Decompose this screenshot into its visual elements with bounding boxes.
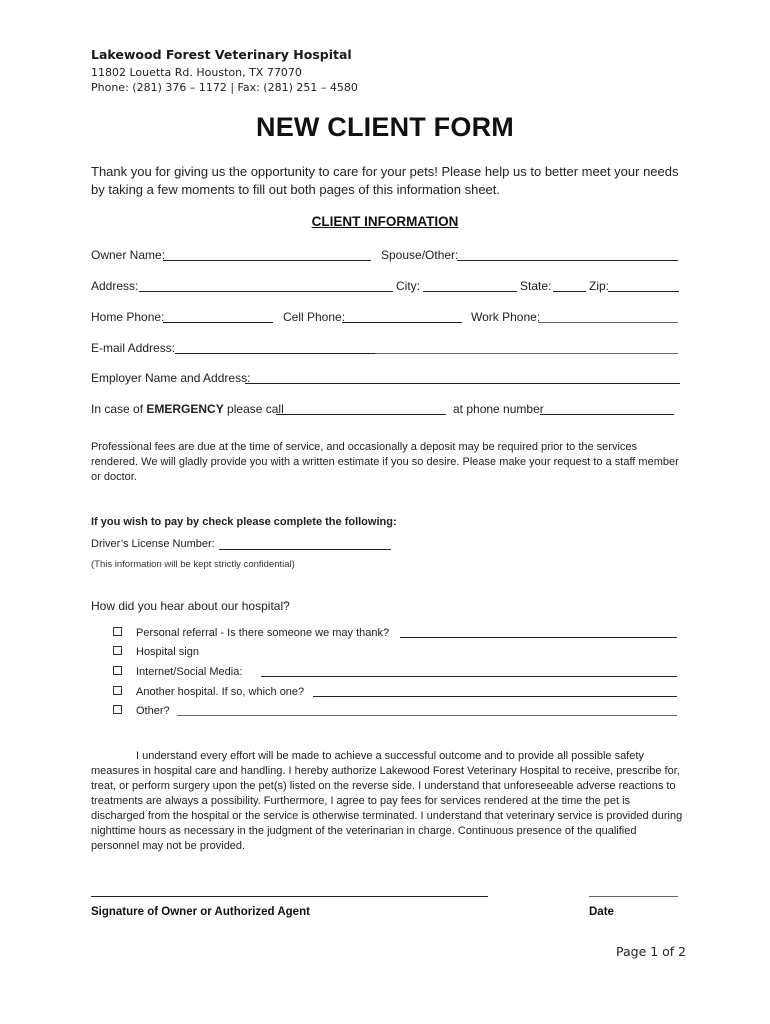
referral-option-hospital: Another hospital. If so, which one? [136, 686, 305, 698]
emergency-phone-field[interactable] [540, 414, 674, 415]
cell-phone-label: Cell Phone: [283, 310, 346, 324]
referral-other-field[interactable] [177, 715, 677, 716]
work-phone-label: Work Phone: [471, 310, 541, 324]
license-label: Driver’s License Number: [91, 538, 215, 550]
home-phone-field[interactable] [163, 322, 273, 323]
hospital-phone-fax: Phone: (281) 376 – 1172 | Fax: (281) 251 – 4580 [91, 81, 358, 94]
spouse-field[interactable] [457, 260, 678, 261]
referral-internet-field[interactable] [261, 676, 677, 677]
date-label: Date [589, 906, 614, 918]
employer-label: Employer Name and Address: [91, 371, 251, 385]
signature-label: Signature of Owner or Authorized Agent [91, 906, 310, 918]
email-field[interactable] [175, 353, 375, 354]
hospital-address: 11802 Louetta Rd. Houston, TX 77070 [91, 66, 302, 79]
referral-option-personal: Personal referral - Is there someone we may thank? [136, 627, 390, 639]
email-label: E-mail Address: [91, 341, 176, 355]
work-phone-field[interactable] [538, 322, 678, 323]
client-info-heading: CLIENT INFORMATION [311, 214, 459, 229]
referral-checkbox-internet[interactable] [113, 666, 122, 675]
referral-option-internet: Internet/Social Media: [136, 666, 243, 678]
owner-name-field[interactable] [163, 260, 371, 261]
employer-field[interactable] [245, 383, 680, 384]
city-field[interactable] [423, 291, 517, 292]
zip-label: Zip: [589, 279, 610, 293]
emergency-contact-field[interactable] [276, 414, 446, 415]
referral-question: How did you hear about our hospital? [91, 599, 290, 613]
referral-hospital-field[interactable] [313, 696, 677, 697]
page-number: Page 1 of 2 [616, 944, 687, 959]
referral-option-sign: Hospital sign [136, 646, 199, 658]
referral-option-other: Other? [136, 705, 170, 717]
fees-paragraph: Professional fees are due at the time of service, and occasionally a deposit may be required prior to the services rendered. We will gladly provide you with a written estimate if you so desire. Please make your request to a staff member or doctor. [91, 441, 679, 483]
city-label: City: [396, 279, 420, 293]
check-heading: If you wish to pay by check please complete the following: [91, 516, 397, 528]
address-label: Address: [91, 279, 139, 293]
home-phone-label: Home Phone: [91, 310, 165, 324]
referral-checkbox-sign[interactable] [113, 646, 122, 655]
signature-field[interactable] [91, 896, 488, 897]
license-field[interactable] [219, 549, 391, 550]
referral-checkbox-personal[interactable] [113, 627, 122, 636]
cell-phone-field[interactable] [342, 322, 462, 323]
referral-checkbox-hospital[interactable] [113, 686, 122, 695]
confidential-note: (This information will be kept strictly confidential) [91, 559, 295, 570]
hospital-name: Lakewood Forest Veterinary Hospital [91, 47, 352, 62]
address-field[interactable] [139, 291, 393, 292]
zip-field[interactable] [608, 291, 679, 292]
owner-name-label: Owner Name: [91, 248, 166, 262]
state-field[interactable] [553, 291, 586, 292]
referral-checkbox-other[interactable] [113, 705, 122, 714]
state-label: State: [520, 279, 552, 293]
referral-personal-field[interactable] [400, 637, 677, 638]
email-field-extension[interactable] [375, 353, 678, 354]
spouse-label: Spouse/Other: [381, 248, 459, 262]
emergency-emphasis: EMERGENCY [146, 402, 224, 416]
agreement-paragraph: I understand every effort will be made to achieve a successful outcome and to provide all possible safety measures in hospital care and handling. I hereby authorize Lakewood Forest Veterinary Hospital to receive, prescribe for, treat, or perform surgery upon the pet(s) listed on the reverse side. I understand that unforeseeable adverse reactions to treatments are always a possibility. Furthermore, I agree to pay fees for services rendered at the time the pet is discharged from the hospital or the service is otherwise terminated. I understand that veterinary service is provided during nighttime hours as necessary in the judgment of the veterinarian in charge. Continuous presence of the qualified personnel may not be provided. [91, 750, 683, 852]
date-field[interactable] [589, 896, 678, 897]
at-phone-label: at phone number [453, 402, 544, 416]
intro-text: Thank you for giving us the opportunity to care for your pets! Please help us to better meet your needs by taking a few moments to fill out both pages of this information sheet. [91, 164, 679, 197]
form-title: NEW CLIENT FORM [256, 112, 514, 142]
emergency-label: In case of EMERGENCY please call [91, 402, 284, 416]
